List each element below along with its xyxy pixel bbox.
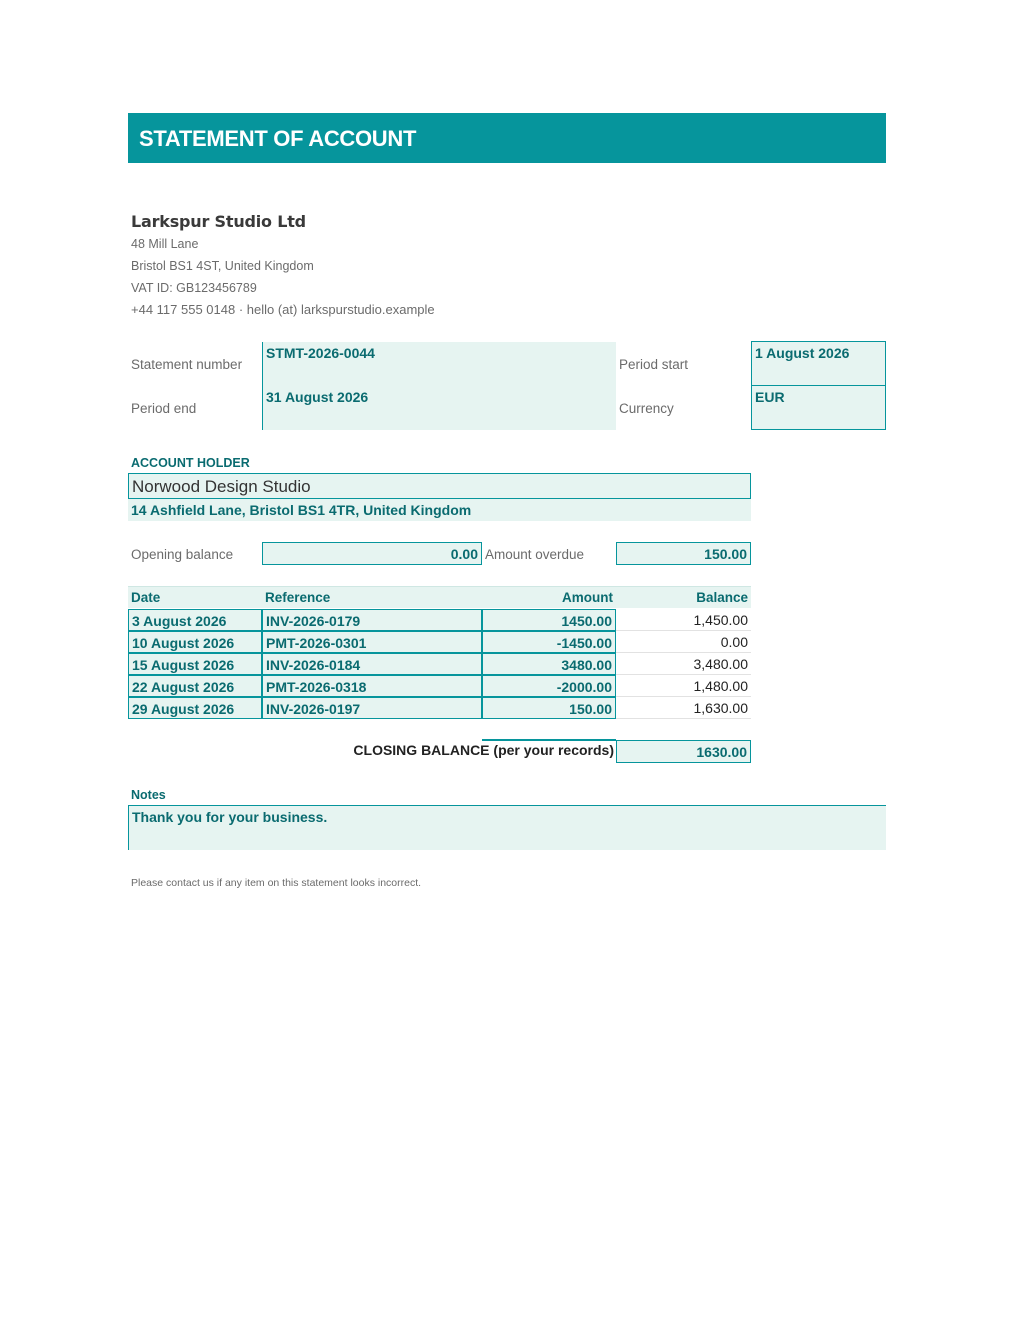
statement-number-label: Statement number bbox=[131, 357, 243, 372]
notes-field[interactable]: Thank you for your business. bbox=[128, 805, 886, 850]
row-balance: 3,480.00 bbox=[616, 653, 751, 675]
company-contact: +44 117 555 0148 · hello (at) larkspurstudio.example bbox=[131, 302, 435, 317]
column-header-amount: Amount bbox=[482, 586, 616, 608]
account-holder-name[interactable]: Norwood Design Studio bbox=[128, 473, 751, 499]
company-vat: VAT ID: GB123456789 bbox=[131, 281, 257, 295]
period-start-field[interactable]: 1 August 2026 bbox=[751, 341, 886, 386]
column-header-reference: Reference bbox=[262, 586, 482, 608]
amount-overdue-field[interactable]: 150.00 bbox=[616, 542, 751, 565]
notes-heading: Notes bbox=[131, 788, 166, 802]
row-amount[interactable]: 1450.00 bbox=[482, 609, 616, 631]
amount-overdue-label: Amount overdue bbox=[485, 547, 585, 562]
row-date[interactable]: 22 August 2026 bbox=[128, 675, 262, 697]
closing-balance-field[interactable]: 1630.00 bbox=[616, 740, 751, 763]
row-balance: 0.00 bbox=[616, 631, 751, 653]
period-end-field[interactable]: 31 August 2026 bbox=[262, 386, 616, 430]
column-header-balance: Balance bbox=[616, 586, 751, 608]
row-reference[interactable]: INV-2026-0179 bbox=[262, 609, 482, 631]
row-date[interactable]: 29 August 2026 bbox=[128, 697, 262, 719]
row-balance: 1,450.00 bbox=[616, 609, 751, 631]
page-title: STATEMENT OF ACCOUNT bbox=[128, 113, 886, 163]
row-reference[interactable]: INV-2026-0197 bbox=[262, 697, 482, 719]
statement-number-field[interactable]: STMT-2026-0044 bbox=[262, 342, 616, 386]
company-address-line2: Bristol BS1 4ST, United Kingdom bbox=[131, 259, 314, 273]
company-address-line1: 48 Mill Lane bbox=[131, 237, 199, 251]
period-end-label: Period end bbox=[131, 401, 197, 416]
row-date[interactable]: 15 August 2026 bbox=[128, 653, 262, 675]
row-reference[interactable]: INV-2026-0184 bbox=[262, 653, 482, 675]
company-name: Larkspur Studio Ltd bbox=[131, 212, 306, 231]
row-reference[interactable]: PMT-2026-0301 bbox=[262, 631, 482, 653]
row-amount[interactable]: -2000.00 bbox=[482, 675, 616, 697]
currency-field[interactable]: EUR bbox=[751, 385, 886, 430]
account-holder-heading: ACCOUNT HOLDER bbox=[131, 456, 250, 470]
opening-balance-label: Opening balance bbox=[131, 547, 234, 562]
closing-balance-label: CLOSING BALANCE (per your records) bbox=[353, 742, 614, 758]
opening-balance-field[interactable]: 0.00 bbox=[262, 542, 482, 565]
row-balance: 1,630.00 bbox=[616, 697, 751, 719]
row-amount[interactable]: 3480.00 bbox=[482, 653, 616, 675]
currency-label: Currency bbox=[619, 401, 674, 416]
row-balance: 1,480.00 bbox=[616, 675, 751, 697]
footer-note: Please contact us if any item on this statement looks incorrect. bbox=[131, 877, 422, 889]
column-header-date: Date bbox=[128, 586, 262, 608]
row-date[interactable]: 3 August 2026 bbox=[128, 609, 262, 631]
period-start-label: Period start bbox=[619, 357, 689, 372]
row-amount[interactable]: 150.00 bbox=[482, 697, 616, 719]
closing-divider bbox=[482, 739, 616, 741]
row-amount[interactable]: -1450.00 bbox=[482, 631, 616, 653]
account-holder-address[interactable]: 14 Ashfield Lane, Bristol BS1 4TR, United Kingdom bbox=[128, 499, 751, 521]
row-date[interactable]: 10 August 2026 bbox=[128, 631, 262, 653]
row-reference[interactable]: PMT-2026-0318 bbox=[262, 675, 482, 697]
